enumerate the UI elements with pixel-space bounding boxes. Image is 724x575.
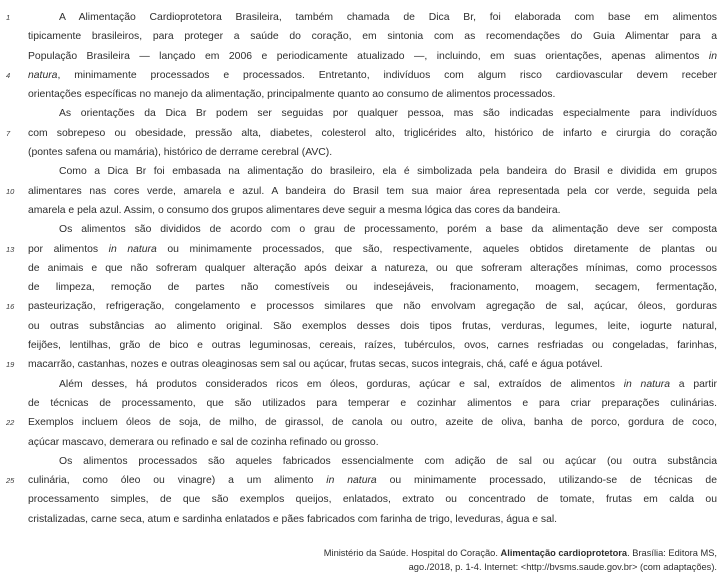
- text-line: [28, 47, 717, 66]
- text-segment: feijões, lentilhas, grão de bico e outras leguminosas, cereais, raízes, tubérculos, ovos, carnes resfriadas ou congeladas, farinhas,: [28, 340, 717, 352]
- italic-text-segment: in: [708, 50, 717, 62]
- text-line: [28, 162, 717, 181]
- italic-text-segment: in natura: [623, 378, 671, 390]
- text-segment: amarela e pela azul. Assim, o consumo dos grupos alimentares deve seguir a mesma lógica das cores da bandeira.: [28, 204, 561, 216]
- text-segment: de limpeza, remoção de partes não comestíveis ou indesejáveis, fracionamento, moagem, secagem, fermentação,: [28, 282, 717, 294]
- text-line: [28, 336, 717, 355]
- text-line: [28, 85, 717, 104]
- text-segment: por alimentos: [28, 243, 109, 255]
- text-segment: Como a Dica Br foi embasada na alimentação do brasileiro, ela é simbolizada pela bandeira do Brasil e dividida em grupos: [59, 166, 717, 178]
- text-line: [28, 143, 717, 162]
- text-segment: alimentares nas cores verde, amarela e azul. A bandeira do Brasil tem sua maior área representada pela cor verde, seguida pela: [28, 185, 717, 197]
- text-line: [6, 471, 717, 490]
- text-line: [6, 355, 717, 374]
- text-segment: cristalizadas, carne seca, atum e sardinha enlatados e pães fabricados com farinha de trigo, leveduras, água e sal.: [28, 513, 558, 525]
- text-segment: ou minimamente processado, utilizando-se de técnicas de: [376, 475, 717, 487]
- line-number: 4: [6, 70, 11, 80]
- text-segment: ou minimamente processados, que são, respectivamente, aqueles obtidos diretamente de plantas ou: [156, 243, 718, 255]
- text-segment: orientações específicas no manejo da alimentação, principalmente quanto ao consumo de alimentos processados.: [28, 89, 556, 101]
- text-line: [28, 201, 717, 220]
- text-segment: Os alimentos são divididos de acordo com o grau de processamento, porém a base da alimentação deve ser composta: [59, 224, 717, 236]
- text-segment: de técnicas de processamento, que são utilizados para temperar e cozinhar alimentos e para criar preparações culinárias.: [28, 397, 717, 409]
- italic-text-segment: natura: [28, 69, 58, 81]
- text-line: [28, 220, 717, 239]
- citation-line-2: [28, 560, 717, 574]
- text-segment: a partir: [670, 378, 718, 390]
- text-line: [28, 452, 717, 471]
- text-segment: As orientações da Dica Br podem ser seguidas por qualquer pessoa, mas são indicadas especialmente para indivíduos: [59, 108, 717, 120]
- citation: [28, 546, 717, 574]
- text-line: [28, 510, 717, 529]
- text-segment: . Brasília: Editora MS,: [627, 548, 717, 559]
- text-segment: com sobrepeso ou obesidade, pressão alta, diabetes, colesterol alto, triglicérides alto, histórico de infarto e cirurgia do coração: [28, 127, 717, 139]
- text-line: [28, 433, 717, 452]
- text-segment: Os alimentos processados são aqueles fabricados essencialmente com adição de sal ou açúcar (ou outra substância: [59, 455, 717, 467]
- text-segment: População Brasileira — lançado em 2006 e periodicamente atualizado —, incluindo, em suas orientações, apenas alimentos: [28, 50, 709, 62]
- text-segment: (pontes safena ou mamária), histórico de derrame cerebral (AVC).: [28, 147, 333, 159]
- text-line: [6, 66, 717, 85]
- text-segment: Além desses, há produtos considerados ricos em óleos, gorduras, açúcar e sal, extraídos de alimentos: [59, 378, 624, 390]
- line-number: 19: [6, 360, 15, 370]
- text-segment: açúcar mascavo, demerara ou refinado e sal de cozinha refinado ou grosso.: [28, 436, 379, 448]
- text-line: [28, 259, 717, 278]
- text-segment: pasteurização, refrigeração, congelamento e processos similares que não envolvam agregação de sal, açúcar, óleos, gorduras: [28, 301, 717, 313]
- line-number: 13: [6, 244, 15, 254]
- text-segment: macarrão, castanhas, nozes e outras oleaginosas sem sal ou açúcar, frutas secas, sucos integrais, chá, café e água potável.: [28, 359, 603, 371]
- line-number: 7: [6, 128, 11, 138]
- text-segment: tipicamente brasileiros, para proteger a saúde do coração, em sintonia com as recomendações do Guia Alimentar para a: [28, 31, 717, 43]
- text-segment: de animais e que não sofreram qualquer alteração após deixar a natureza, ou que sofreram alterações mínimas, como processos: [28, 262, 717, 274]
- text-line: [28, 394, 717, 413]
- text-segment: Ministério da Saúde. Hospital do Coração.: [323, 548, 501, 559]
- text-segment: ago./2018, p. 1-4. Internet: <http://bvsms.saude.gov.br> (com adaptações).: [408, 562, 717, 573]
- text-line: [6, 413, 717, 432]
- italic-text-segment: in natura: [108, 243, 157, 255]
- line-number: 22: [6, 418, 15, 428]
- text-line: [28, 317, 717, 336]
- text-line: [6, 297, 717, 316]
- text-segment: , minimamente processados e processados. Entretanto, indivíduos com algum risco cardiovascular devem receber: [57, 69, 717, 81]
- line-number: 10: [6, 186, 15, 196]
- text-line: [6, 182, 717, 201]
- bold-text-segment: Alimentação cardioprotetora: [500, 548, 628, 559]
- text-line: [28, 278, 717, 297]
- text-line: [6, 124, 717, 143]
- text-line: [28, 104, 717, 123]
- text-line: [6, 240, 718, 259]
- text-line: [6, 8, 717, 27]
- line-number: 16: [6, 302, 15, 312]
- text-segment: culinária, como óleo ou vinagre) a um alimento: [28, 475, 327, 487]
- italic-text-segment: in natura: [326, 475, 377, 487]
- text-line: [28, 490, 717, 509]
- text-line: [28, 27, 717, 46]
- text-segment: A Alimentação Cardioprotetora Brasileira, também chamada de Dica Br, foi elaborada com base em alimentos: [59, 12, 717, 23]
- text-body: [6, 8, 718, 529]
- citation-line-1: [28, 546, 717, 560]
- text-line: [28, 375, 717, 394]
- line-number: 1: [6, 13, 11, 22]
- text-segment: Exemplos incluem óleos de soja, de milho, de girassol, de canola ou outro, azeite de oliva, banha de porco, gordura de coco,: [28, 417, 717, 429]
- text-segment: processamento simples, de que são exemplos queijos, enlatados, extrato ou concentrado de tomate, frutas em calda ou: [28, 494, 717, 506]
- line-number: 25: [6, 476, 15, 486]
- text-segment: ou outras substâncias ao alimento original. São exemplos desses dois tipos frutas, verduras, legumes, leite, iogurte natural,: [28, 320, 717, 332]
